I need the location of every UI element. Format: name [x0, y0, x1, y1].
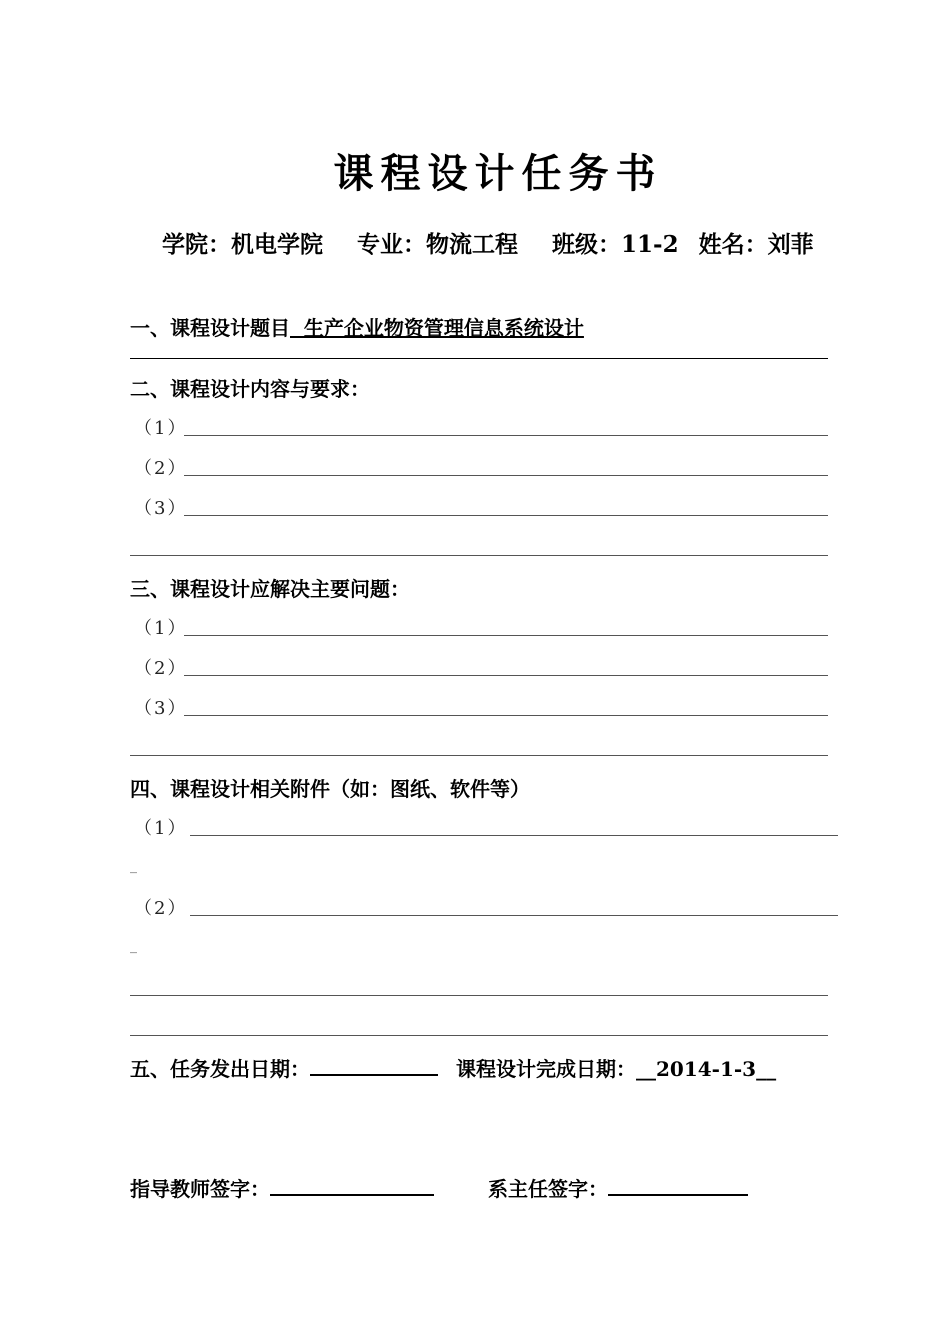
section4-line-extra-2	[130, 1035, 828, 1036]
section2-item-1: （1）	[134, 418, 188, 439]
section2-line-1	[184, 435, 828, 436]
section3-heading: 三、课程设计应解决主要问题：	[130, 577, 410, 601]
section2-heading: 二、课程设计内容与要求：	[130, 377, 370, 401]
page-title: 课程设计任务书	[333, 151, 663, 197]
issue-date-blank	[310, 1056, 438, 1076]
section1-topic: 生产企业物资管理信息系统设计	[290, 316, 584, 340]
student-info	[162, 226, 814, 259]
section2-line-3	[184, 515, 828, 516]
complete-date-value: __2014-1-3__	[636, 1057, 777, 1081]
signature-row	[130, 1173, 748, 1202]
teacher-signature-blank	[270, 1176, 434, 1196]
section4-item-1: （1）	[134, 818, 188, 839]
section4-overflow-2: _	[130, 938, 137, 954]
section4-line-1	[190, 835, 838, 836]
section3-line-extra	[130, 755, 828, 756]
major-label: 专业：	[357, 231, 427, 258]
complete-date-label: 课程设计完成日期：	[456, 1057, 636, 1081]
college-label: 学院：	[162, 231, 231, 258]
major-value: 物流工程	[426, 231, 519, 258]
section2-line-extra	[130, 555, 828, 556]
section1-rule	[130, 358, 828, 359]
section3-line-3	[184, 715, 828, 716]
college-value: 机电学院	[231, 231, 323, 258]
section3-item-2: （2）	[134, 658, 188, 679]
issue-date-label: 五、任务发出日期：	[130, 1057, 310, 1081]
section2-item-2: （2）	[134, 458, 188, 479]
section4-line-extra-1	[130, 995, 828, 996]
section3-line-1	[184, 635, 828, 636]
section4-item-2: （2）	[134, 898, 188, 919]
class-label: 班级：	[552, 231, 622, 258]
section1-label: 一、课程设计题目	[130, 316, 290, 340]
section3-item-3: （3）	[134, 698, 188, 719]
name-value: 刘菲	[767, 231, 814, 258]
section3-line-2	[184, 675, 828, 676]
section3-item-1: （1）	[134, 618, 188, 639]
director-signature-blank	[608, 1176, 748, 1196]
section5-row	[130, 1053, 776, 1082]
teacher-signature-label: 指导教师签字：	[130, 1177, 270, 1201]
class-value: 11-2	[621, 231, 679, 258]
section4-heading: 四、课程设计相关附件（如：图纸、软件等）	[130, 777, 530, 801]
name-label: 姓名：	[698, 231, 768, 258]
director-signature-label: 系主任签字：	[488, 1177, 608, 1201]
section4-overflow-1: _	[130, 858, 137, 874]
section2-item-3: （3）	[134, 498, 188, 519]
section2-line-2	[184, 475, 828, 476]
section4-line-2	[190, 915, 838, 916]
section1-heading	[130, 312, 584, 341]
